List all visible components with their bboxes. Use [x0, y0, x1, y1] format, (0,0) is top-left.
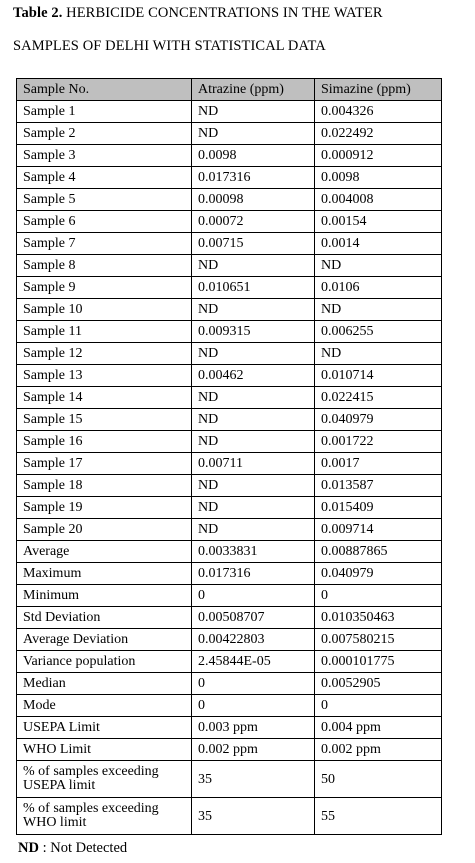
- atrazine-cell: ND: [192, 519, 315, 541]
- table-row: [17, 798, 442, 835]
- simazine-cell: 55: [315, 798, 442, 835]
- table-title-line2: SAMPLES OF DELHI WITH STATISTICAL DATA: [13, 38, 326, 54]
- table-label: Table 2.: [13, 5, 63, 21]
- atrazine-cell: 0.00098: [192, 189, 315, 211]
- simazine-cell: 0.00887865: [315, 541, 442, 563]
- row-label-cell: Sample 8: [17, 255, 192, 277]
- atrazine-cell: ND: [192, 431, 315, 453]
- table-row: [17, 717, 442, 739]
- table-header-row: [17, 79, 442, 101]
- table-row: [17, 365, 442, 387]
- row-label-cell: Sample 4: [17, 167, 192, 189]
- simazine-cell: ND: [315, 299, 442, 321]
- table-row: [17, 233, 442, 255]
- row-label-cell: Variance population: [17, 651, 192, 673]
- row-label-cell: Sample 7: [17, 233, 192, 255]
- footnote-abbr: ND: [18, 840, 39, 856]
- table-row: [17, 673, 442, 695]
- row-label-cell: Sample 17: [17, 453, 192, 475]
- atrazine-cell: ND: [192, 387, 315, 409]
- simazine-cell: 0.0014: [315, 233, 442, 255]
- atrazine-cell: 35: [192, 761, 315, 798]
- row-label-cell: Sample 6: [17, 211, 192, 233]
- row-label-cell: USEPA Limit: [17, 717, 192, 739]
- row-label-cell: WHO Limit: [17, 739, 192, 761]
- table-row: [17, 101, 442, 123]
- table-row: [17, 167, 442, 189]
- footnote-text: : Not Detected: [38, 840, 128, 856]
- atrazine-cell: ND: [192, 343, 315, 365]
- row-label-cell: Sample 13: [17, 365, 192, 387]
- row-label-cell: Sample 18: [17, 475, 192, 497]
- simazine-cell: 0.004008: [315, 189, 442, 211]
- atrazine-cell: ND: [192, 409, 315, 431]
- row-label-cell: Std Deviation: [17, 607, 192, 629]
- simazine-cell: 50: [315, 761, 442, 798]
- row-label-cell: Sample 20: [17, 519, 192, 541]
- atrazine-cell: 0: [192, 673, 315, 695]
- row-label-cell: Sample 2: [17, 123, 192, 145]
- simazine-cell: 0.0052905: [315, 673, 442, 695]
- table-row: [17, 761, 442, 798]
- table-row: [17, 387, 442, 409]
- row-label-cell: Sample 10: [17, 299, 192, 321]
- table-row: [17, 739, 442, 761]
- atrazine-cell: 0.009315: [192, 321, 315, 343]
- atrazine-cell: ND: [192, 475, 315, 497]
- atrazine-cell: ND: [192, 255, 315, 277]
- row-label-cell: Sample 11: [17, 321, 192, 343]
- simazine-cell: 0: [315, 695, 442, 717]
- table-row: [17, 651, 442, 673]
- row-label-cell: Sample 5: [17, 189, 192, 211]
- table-row: [17, 585, 442, 607]
- header-atrazine: Atrazine (ppm): [192, 79, 315, 101]
- atrazine-cell: 0.00715: [192, 233, 315, 255]
- atrazine-cell: ND: [192, 123, 315, 145]
- atrazine-cell: ND: [192, 299, 315, 321]
- table-row: [17, 145, 442, 167]
- atrazine-cell: 0.017316: [192, 167, 315, 189]
- row-label-cell: Minimum: [17, 585, 192, 607]
- footnote: [18, 840, 127, 857]
- table-row: [17, 497, 442, 519]
- simazine-cell: 0.0017: [315, 453, 442, 475]
- atrazine-cell: 0.0098: [192, 145, 315, 167]
- simazine-cell: 0.0098: [315, 167, 442, 189]
- row-label-cell: Mode: [17, 695, 192, 717]
- table-row: [17, 189, 442, 211]
- simazine-cell: 0.010714: [315, 365, 442, 387]
- row-label-cell: Sample 12: [17, 343, 192, 365]
- row-label-cell: Sample 1: [17, 101, 192, 123]
- simazine-cell: ND: [315, 343, 442, 365]
- simazine-cell: 0: [315, 585, 442, 607]
- simazine-cell: 0.040979: [315, 409, 442, 431]
- atrazine-cell: 0.00072: [192, 211, 315, 233]
- table-row: [17, 321, 442, 343]
- table-row: [17, 299, 442, 321]
- simazine-cell: 0.006255: [315, 321, 442, 343]
- atrazine-cell: 0.002 ppm: [192, 739, 315, 761]
- simazine-cell: 0.000101775: [315, 651, 442, 673]
- atrazine-cell: 0: [192, 695, 315, 717]
- simazine-cell: 0.001722: [315, 431, 442, 453]
- simazine-cell: 0.002 ppm: [315, 739, 442, 761]
- table-row: [17, 123, 442, 145]
- atrazine-cell: 0.017316: [192, 563, 315, 585]
- table-row: [17, 541, 442, 563]
- atrazine-cell: 0: [192, 585, 315, 607]
- table-row: [17, 629, 442, 651]
- table-title-line1: HERBICIDE CONCENTRATIONS IN THE WATER: [66, 5, 383, 21]
- row-label-cell: % of samples exceeding USEPA limit: [17, 761, 192, 798]
- atrazine-cell: 0.00508707: [192, 607, 315, 629]
- simazine-cell: 0.022415: [315, 387, 442, 409]
- herbicide-table: [16, 78, 442, 835]
- table-row: [17, 607, 442, 629]
- atrazine-cell: 0.003 ppm: [192, 717, 315, 739]
- table-row: [17, 343, 442, 365]
- atrazine-cell: 0.010651: [192, 277, 315, 299]
- simazine-cell: 0.0106: [315, 277, 442, 299]
- row-label-cell: Sample 14: [17, 387, 192, 409]
- simazine-cell: 0.004 ppm: [315, 717, 442, 739]
- header-simazine: Simazine (ppm): [315, 79, 442, 101]
- simazine-cell: 0.010350463: [315, 607, 442, 629]
- simazine-cell: 0.015409: [315, 497, 442, 519]
- simazine-cell: 0.004326: [315, 101, 442, 123]
- atrazine-cell: 35: [192, 798, 315, 835]
- atrazine-cell: ND: [192, 497, 315, 519]
- table-row: [17, 453, 442, 475]
- atrazine-cell: 0.00711: [192, 453, 315, 475]
- simazine-cell: 0.009714: [315, 519, 442, 541]
- atrazine-cell: 2.45844E-05: [192, 651, 315, 673]
- row-label-cell: Median: [17, 673, 192, 695]
- table-row: [17, 519, 442, 541]
- simazine-cell: 0.000912: [315, 145, 442, 167]
- simazine-cell: 0.040979: [315, 563, 442, 585]
- row-label-cell: Average: [17, 541, 192, 563]
- row-label-cell: Sample 9: [17, 277, 192, 299]
- table-body: [17, 101, 442, 835]
- row-label-cell: Sample 16: [17, 431, 192, 453]
- row-label-cell: Average Deviation: [17, 629, 192, 651]
- table-row: [17, 695, 442, 717]
- atrazine-cell: 0.00422803: [192, 629, 315, 651]
- header-sample-no: Sample No.: [17, 79, 192, 101]
- row-label-cell: Sample 15: [17, 409, 192, 431]
- row-label-cell: Maximum: [17, 563, 192, 585]
- row-label-cell: Sample 3: [17, 145, 192, 167]
- simazine-cell: 0.022492: [315, 123, 442, 145]
- simazine-cell: 0.007580215: [315, 629, 442, 651]
- table-row: [17, 475, 442, 497]
- table-row: [17, 563, 442, 585]
- row-label-cell: Sample 19: [17, 497, 192, 519]
- simazine-cell: 0.013587: [315, 475, 442, 497]
- simazine-cell: ND: [315, 255, 442, 277]
- table-row: [17, 409, 442, 431]
- simazine-cell: 0.00154: [315, 211, 442, 233]
- row-label-cell: % of samples exceeding WHO limit: [17, 798, 192, 835]
- table-row: [17, 211, 442, 233]
- table-row: [17, 431, 442, 453]
- atrazine-cell: 0.00462: [192, 365, 315, 387]
- table-row: [17, 255, 442, 277]
- table-row: [17, 277, 442, 299]
- atrazine-cell: 0.0033831: [192, 541, 315, 563]
- table-title: [13, 5, 383, 22]
- atrazine-cell: ND: [192, 101, 315, 123]
